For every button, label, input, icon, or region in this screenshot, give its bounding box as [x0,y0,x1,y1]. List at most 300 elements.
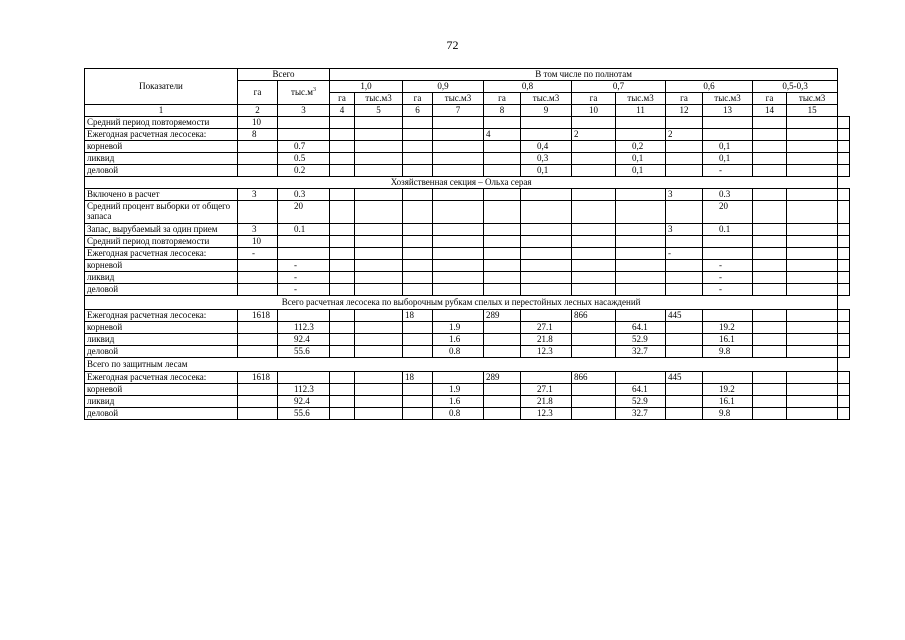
table-cell [703,372,753,384]
table-cell [238,201,278,224]
table-cell: 112.3 [278,384,330,396]
table-cell [433,236,484,248]
table-cell [355,310,403,322]
table-row [85,117,850,129]
table-cell [330,408,355,420]
table-cell: 0,4 [521,141,572,153]
header-fullness-4: 0,6 [666,81,753,93]
table-cell: 0.8 [433,346,484,358]
table-cell [838,322,850,334]
table-cell [355,201,403,224]
table-cell: 1618 [238,372,278,384]
table-cell [278,310,330,322]
table-cell [787,236,838,248]
table-cell [330,248,355,260]
table-cell [666,201,703,224]
table-cell [703,236,753,248]
table-cell [403,201,433,224]
table-cell [403,248,433,260]
section-title: Всего по защитным лесам [85,358,838,372]
table-cell: 10 [238,117,278,129]
table-cell: 3 [238,189,278,201]
table-cell [753,260,787,272]
table-cell: 0,3 [521,153,572,165]
table-cell [787,346,838,358]
table-cell [355,346,403,358]
table-row [85,189,850,201]
table-cell [787,272,838,284]
column-number: 2 [238,105,278,117]
table-cell [666,117,703,129]
table-row [85,408,850,420]
column-number: 15 [787,105,838,117]
table-cell [753,248,787,260]
header-fullness-5: 0,5-0,3 [753,81,838,93]
table-cell [330,260,355,272]
table-cell: - [666,248,703,260]
table-cell [355,153,403,165]
table-cell [433,201,484,224]
row-label: Средний период повторяемости [85,236,238,248]
table-cell [838,189,850,201]
table-cell [787,201,838,224]
table-cell [330,129,355,141]
column-number: 6 [403,105,433,117]
table-cell [787,117,838,129]
table-cell: 3 [666,224,703,236]
table-cell [838,129,850,141]
table-row [85,310,850,322]
table-cell [838,310,850,322]
table-row [85,248,850,260]
section-row [85,177,850,189]
table-cell [355,322,403,334]
table-cell: - [278,272,330,284]
page-number: 72 [446,38,459,52]
table-cell: 2 [572,129,616,141]
table-cell [838,248,850,260]
table-cell [278,372,330,384]
table-cell [753,224,787,236]
table-cell [433,372,484,384]
table-cell [787,384,838,396]
table-cell [484,260,521,272]
row-label: Ежегодная расчетная лесосека: [85,248,238,260]
table-cell [787,334,838,346]
table-cell [666,153,703,165]
table-cell [238,141,278,153]
table-cell [521,284,572,296]
table-cell [330,272,355,284]
table-row [85,372,850,384]
table-cell [521,129,572,141]
table-cell [355,372,403,384]
table-cell [787,141,838,153]
table-cell [787,408,838,420]
table-cell [572,284,616,296]
table-cell: - [703,284,753,296]
table-cell [838,141,850,153]
table-cell [521,248,572,260]
header-unit-m3: тыс.м3 [703,93,753,105]
table-cell [278,117,330,129]
table-cell: 55.6 [278,346,330,358]
table-cell [838,384,850,396]
table-cell [753,165,787,177]
header-indicators: Показатели [85,69,238,105]
table-cell [753,236,787,248]
table-cell [330,284,355,296]
table-cell [666,334,703,346]
table-cell [616,117,666,129]
table-cell [433,129,484,141]
column-number: 7 [433,105,484,117]
table-cell [787,260,838,272]
table-cell: 21.8 [521,396,572,408]
header-fullness-0: 1,0 [330,81,403,93]
row-label: Запас, вырубаемый за один прием [85,224,238,236]
table-cell [753,141,787,153]
table-cell [753,396,787,408]
table-cell [330,334,355,346]
table-cell [238,272,278,284]
header-unit-m3: тыс.м3 [616,93,666,105]
table-cell [753,153,787,165]
table-cell [616,284,666,296]
table-cell [238,260,278,272]
table-cell [572,272,616,284]
table-cell: 0.1 [278,224,330,236]
row-label: корневой [85,384,238,396]
table-cell: 12.3 [521,346,572,358]
table-cell [355,260,403,272]
table-cell [521,260,572,272]
table-cell [787,372,838,384]
table-cell [838,224,850,236]
table-cell: 55.6 [278,408,330,420]
table-cell: 445 [666,310,703,322]
table-cell [838,372,850,384]
table-cell [238,165,278,177]
column-number: 3 [278,105,330,117]
table-cell: 10 [238,236,278,248]
table-cell [753,310,787,322]
table-cell [616,201,666,224]
table-cell [484,284,521,296]
table-cell [433,165,484,177]
table-cell [403,117,433,129]
table-cell [484,384,521,396]
table-cell [753,117,787,129]
header-unit-ha: га [403,93,433,105]
header-including: В том числе по полнотам [330,69,838,81]
table-cell [753,322,787,334]
table-cell [355,189,403,201]
table-row [85,272,850,284]
table-cell [433,260,484,272]
table-cell: 4 [484,129,521,141]
table-cell: 0,1 [703,141,753,153]
table-cell [838,396,850,408]
table-cell [838,346,850,358]
table-cell [572,322,616,334]
table-cell [403,384,433,396]
table-cell [572,236,616,248]
table-cell: 92.4 [278,334,330,346]
table-cell [666,260,703,272]
table-cell [330,384,355,396]
table-cell [787,129,838,141]
table-cell: 0,1 [616,153,666,165]
table-cell: 445 [666,372,703,384]
table-cell [330,372,355,384]
table-cell [787,189,838,201]
table-cell: 1.9 [433,384,484,396]
table-cell [403,334,433,346]
table-cell [703,129,753,141]
row-label: корневой [85,322,238,334]
table-cell: 289 [484,310,521,322]
table-cell [753,346,787,358]
table-cell [278,236,330,248]
table-cell [572,141,616,153]
column-number: 12 [666,105,703,117]
table-cell [666,272,703,284]
table-cell [666,284,703,296]
table-cell: 18 [403,310,433,322]
table-cell [521,117,572,129]
table-cell [753,384,787,396]
table-cell [238,396,278,408]
table-cell [616,372,666,384]
row-label: корневой [85,141,238,153]
section-title: Хозяйственная секция – Ольха серая [85,177,838,189]
table-cell [433,141,484,153]
table-cell [433,272,484,284]
table-cell [355,384,403,396]
table-cell [838,153,850,165]
table-cell [433,224,484,236]
header-fullness-1: 0,9 [403,81,484,93]
table-cell [753,372,787,384]
table-cell: 0.3 [278,189,330,201]
row-label: деловой [85,408,238,420]
table-cell: 866 [572,310,616,322]
table-cell: 20 [278,201,330,224]
table-cell [484,201,521,224]
table-cell [433,189,484,201]
table-cell [330,189,355,201]
table-cell: - [703,165,753,177]
table-cell [572,201,616,224]
table-row [85,201,850,224]
table-cell [521,310,572,322]
table-cell [355,248,403,260]
table-cell: 27.1 [521,384,572,396]
table-cell: 21.8 [521,334,572,346]
table-cell [666,346,703,358]
table-cell: - [278,284,330,296]
table-cell [616,236,666,248]
table-cell [572,153,616,165]
row-label: Ежегодная расчетная лесосека: [85,372,238,384]
table-cell: 0.8 [433,408,484,420]
table-cell [355,117,403,129]
row-label: Ежегодная расчетная лесосека: [85,129,238,141]
table-cell [238,334,278,346]
table-cell [484,165,521,177]
table-row [85,284,850,296]
table-cell [433,310,484,322]
header-unit-m3: тыс.м3 [355,93,403,105]
table-cell [572,189,616,201]
table-cell [484,396,521,408]
row-label: деловой [85,346,238,358]
table-cell [484,117,521,129]
table-cell [403,189,433,201]
table-cell [666,165,703,177]
table-cell [616,310,666,322]
table-cell [753,284,787,296]
table-cell [616,272,666,284]
table-cell [403,396,433,408]
table-cell [484,224,521,236]
table-row [85,236,850,248]
table-cell [787,322,838,334]
table-cell [703,310,753,322]
table-cell: 289 [484,372,521,384]
table-cell [838,272,850,284]
table-cell [403,408,433,420]
table-row [85,260,850,272]
table-cell [238,408,278,420]
table-cell [572,165,616,177]
table-cell: 27.1 [521,322,572,334]
table-cell: 18 [403,372,433,384]
table-cell [616,129,666,141]
table-cell [403,260,433,272]
table-cell: 3 [666,189,703,201]
table-cell [403,272,433,284]
table-cell [838,284,850,296]
table-cell: 0.2 [278,165,330,177]
table-cell: 0,1 [703,153,753,165]
column-number: 10 [572,105,616,117]
header-unit-m3: тыс.м3 [521,93,572,105]
table-cell [484,189,521,201]
table-cell [330,236,355,248]
row-label: Средний процент выборки от общего запаса [85,201,238,224]
table-cell [238,346,278,358]
table-cell [572,408,616,420]
table-cell [403,224,433,236]
table-row [85,153,850,165]
table-cell [521,224,572,236]
column-number: 8 [484,105,521,117]
table-cell: 112.3 [278,322,330,334]
table-cell [330,141,355,153]
table-cell [330,165,355,177]
table-cell [484,153,521,165]
row-label: ликвид [85,272,238,284]
table-row [85,396,850,408]
table-cell [330,396,355,408]
header-unit-ha: га [753,93,787,105]
table-cell [572,260,616,272]
table-cell [666,141,703,153]
section-row [85,296,850,310]
table-cell: - [703,260,753,272]
table-cell: 1.6 [433,396,484,408]
table-cell [616,248,666,260]
table-cell [433,248,484,260]
table-cell [838,117,850,129]
table-cell [838,408,850,420]
table-cell [838,201,850,224]
table-cell [521,372,572,384]
table-row [85,334,850,346]
column-number: 5 [355,105,403,117]
table-cell [753,408,787,420]
row-label: деловой [85,165,238,177]
table-cell [403,129,433,141]
table-cell [403,346,433,358]
table-cell [403,284,433,296]
table-cell [238,284,278,296]
table-cell: 8 [238,129,278,141]
table-cell [572,334,616,346]
table-cell [753,129,787,141]
table-cell [787,165,838,177]
table-cell [330,310,355,322]
column-number: 1 [85,105,238,117]
table-row [85,129,850,141]
table-cell [433,117,484,129]
table-cell [753,334,787,346]
table-cell [403,236,433,248]
table-cell: 0.3 [703,189,753,201]
table-cell [521,236,572,248]
table-cell [484,408,521,420]
table-cell: 0,1 [521,165,572,177]
table-cell [403,322,433,334]
table-cell: 32.7 [616,408,666,420]
table-cell [355,165,403,177]
table-cell: 0.1 [703,224,753,236]
table-cell: 866 [572,372,616,384]
table-cell [403,165,433,177]
table-cell: 20 [703,201,753,224]
column-number: 4 [330,105,355,117]
table-cell [521,201,572,224]
header-total-ha: га [238,81,278,105]
table-cell [355,224,403,236]
table-cell [355,396,403,408]
column-number: 13 [703,105,753,117]
table-cell [330,201,355,224]
table-cell: 2 [666,129,703,141]
header-unit-ha: га [572,93,616,105]
table-cell [838,236,850,248]
table-cell [238,384,278,396]
section-row [85,358,850,372]
table-cell: 16.1 [703,334,753,346]
table-cell: 16.1 [703,396,753,408]
table-cell: - [238,248,278,260]
row-label: Включено в расчет [85,189,238,201]
table-cell: 1.6 [433,334,484,346]
table-cell: - [278,260,330,272]
